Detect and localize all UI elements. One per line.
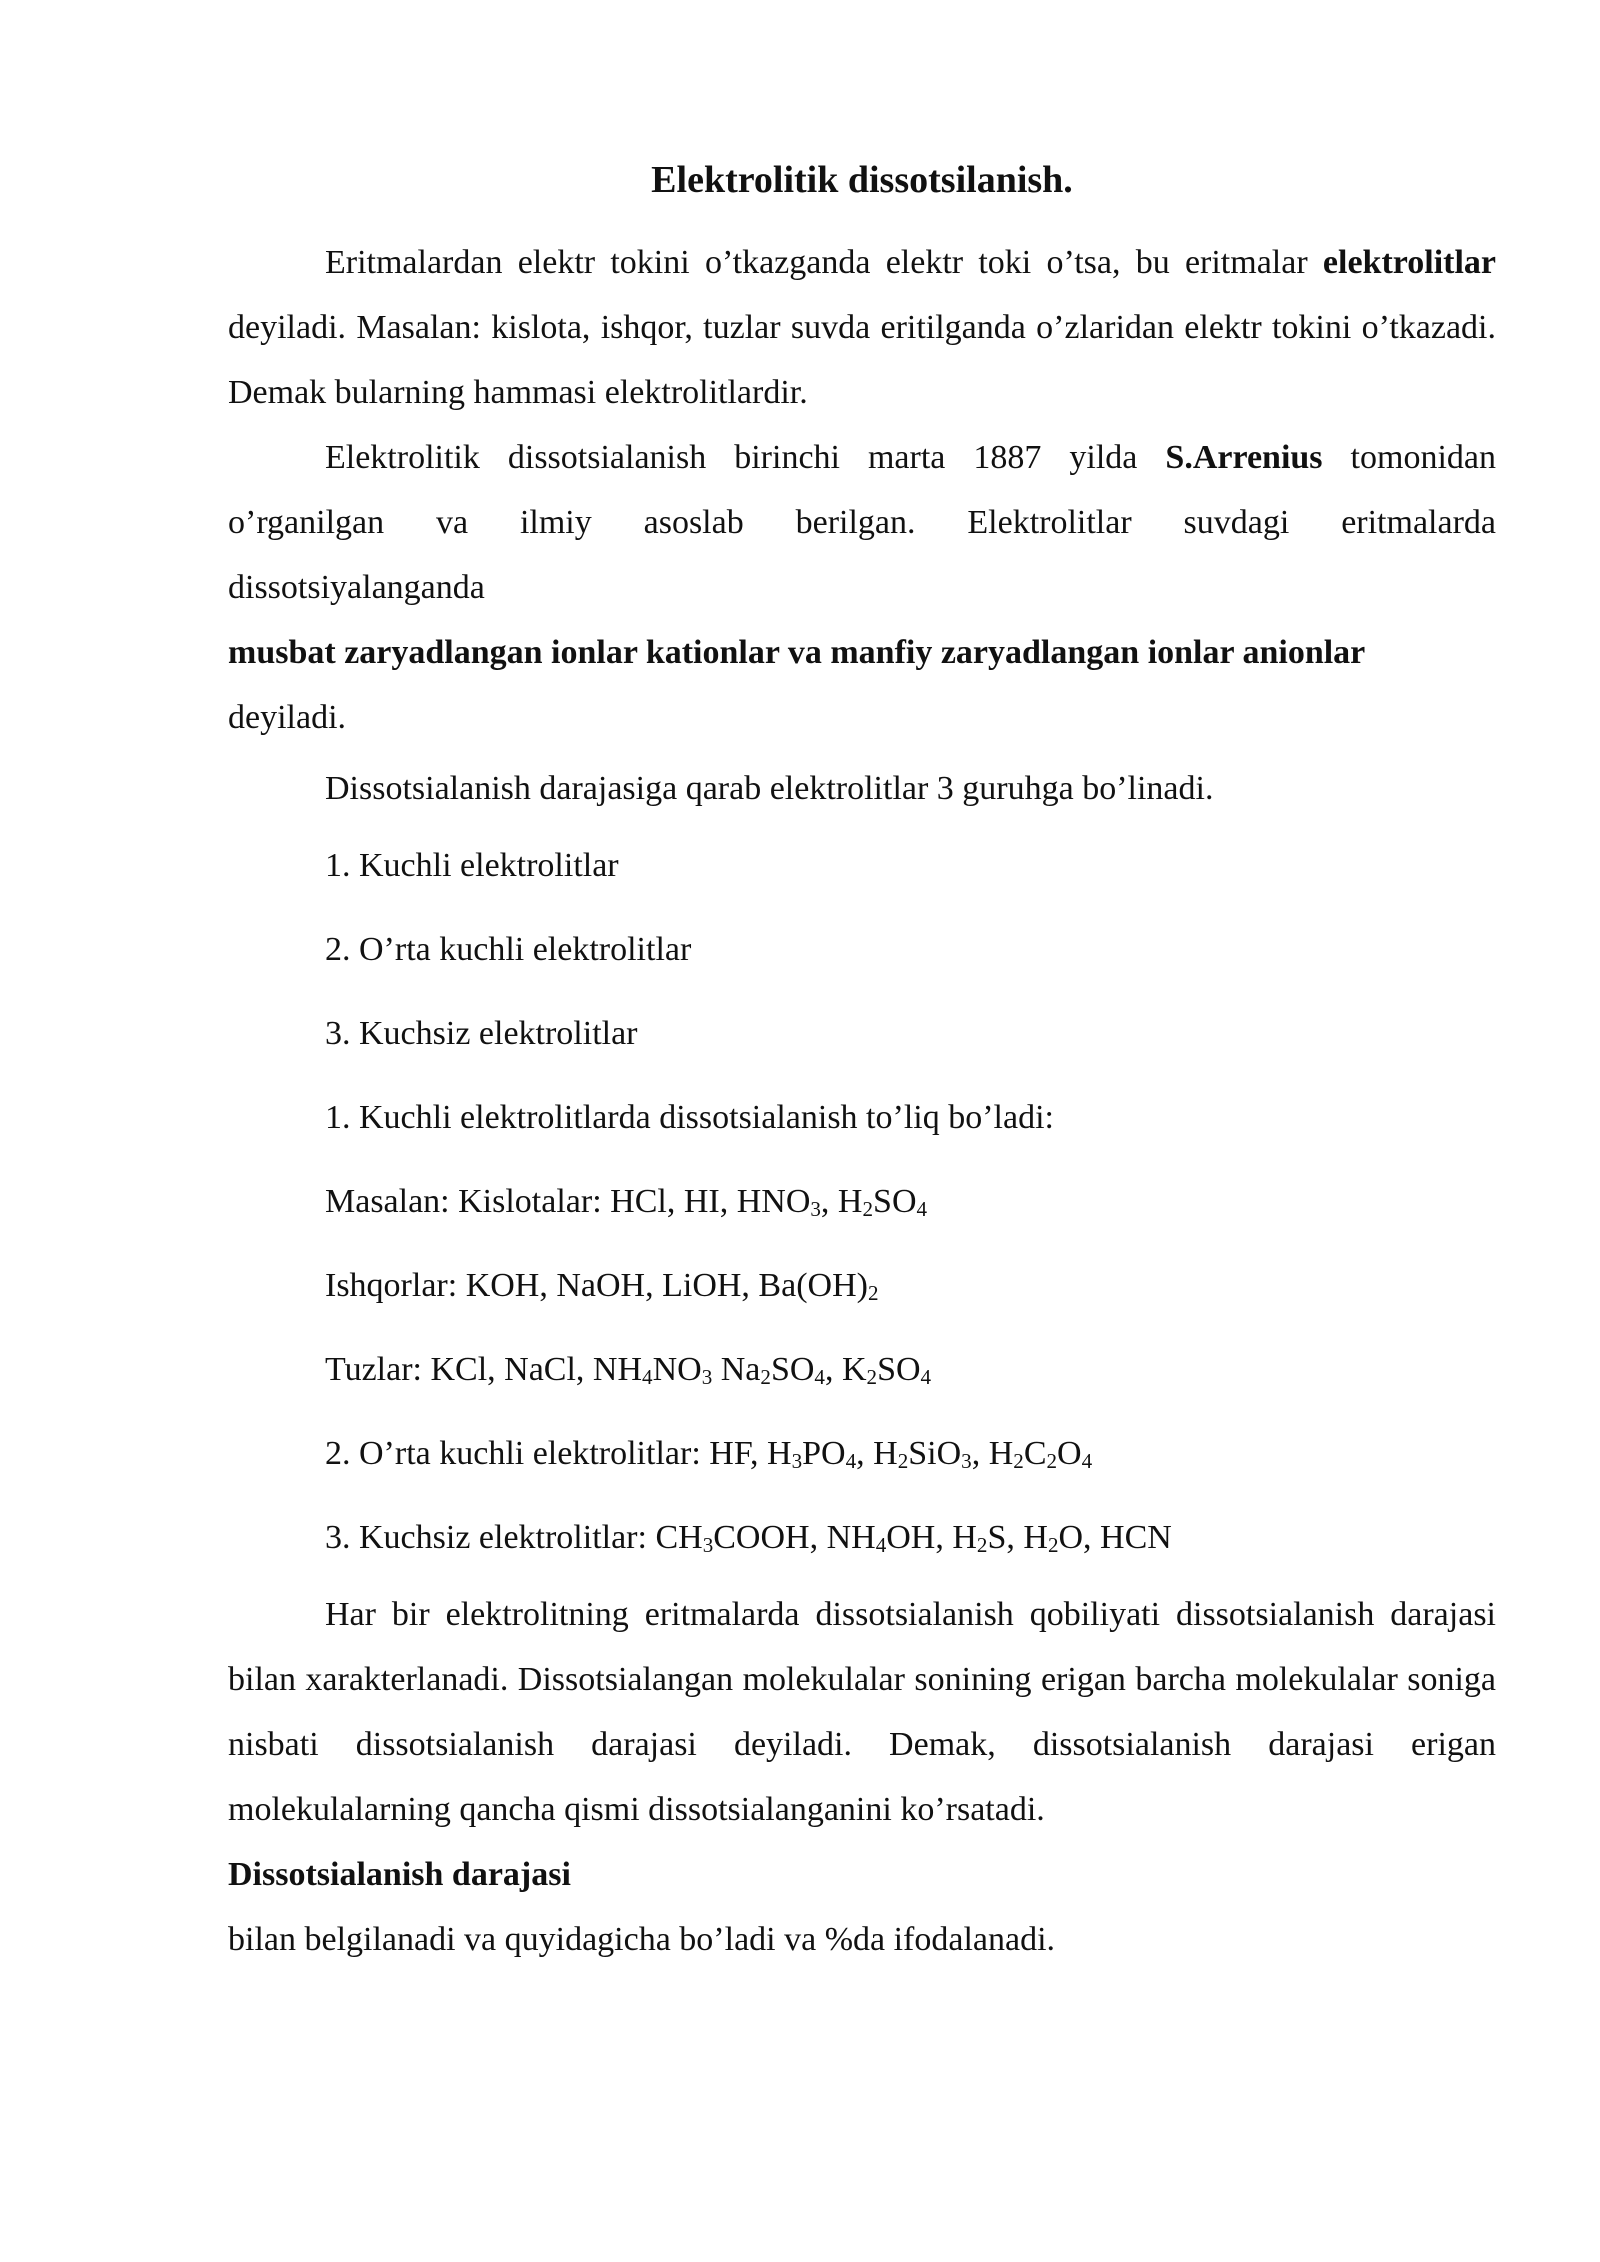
paragraph-line: dissotsiyalanganda (228, 569, 485, 606)
formula: , H (820, 1183, 863, 1220)
subscript: 2 (1046, 1448, 1058, 1473)
formula: SO (770, 1351, 815, 1388)
formula: PO (802, 1435, 846, 1472)
subscript: 3 (810, 1196, 821, 1221)
strong-electrolytes-heading: 1. Kuchli elektrolitlarda dissotsialanish to’liq bo’ladi: (325, 1099, 1054, 1136)
subscript: 3 (702, 1532, 714, 1557)
paragraph-line: bilan belgilanadi va quyidagicha bo’ladi va %da ifodalanadi. (228, 1921, 1056, 1958)
subscript: 4 (814, 1364, 825, 1389)
document-page (228, 150, 1496, 1972)
formula: KOH, NaOH, LiOH, Ba(OH) (465, 1267, 868, 1304)
label: Tuzlar: (325, 1351, 431, 1388)
formula: NO (652, 1351, 702, 1388)
paragraph-dissociation-degree: Har bir elektrolitning eritmalarda dissotsialanish qobiliyati dissotsialanish darajasi bilan xarakterlanadi. Dissotsialangan molekulalar sonining erigan barcha molekulalar soniga nisbati dissotsialanish darajasi deyiladi. Demak, dissotsialanish darajasi erigan molekulalarning qancha qismi dissotsialanganini ko’rsatadi. (228, 1596, 1496, 1828)
salts-line (228, 1328, 1496, 1412)
paragraph-arrhenius (228, 425, 1496, 555)
subscript: 2 (867, 1280, 879, 1305)
label: 3. Kuchsiz elektrolitlar: (325, 1519, 656, 1556)
formula: SO (877, 1351, 921, 1388)
text: deyiladi. Masalan: kislota, ishqor, tuzlar suvda eritilganda o’zlaridan elektr tokini o’tkazadi. Demak bularning hammasi elektrolitlardir. (228, 309, 1496, 411)
formula: COOH, NH (713, 1519, 876, 1556)
subscript: 3 (791, 1448, 803, 1473)
formula: , K (824, 1351, 867, 1388)
subscript: 3 (961, 1448, 972, 1473)
bold-term-elektrolitlar: elektrolitlar (1322, 244, 1496, 281)
subscript: 4 (845, 1448, 857, 1473)
formula: HF, H (709, 1435, 792, 1472)
formula: , H (856, 1435, 898, 1472)
formula: O, HCN (1058, 1519, 1172, 1556)
subscript: 4 (875, 1532, 887, 1557)
subscript: 2 (976, 1532, 988, 1557)
list-item-medium: 2. O’rta kuchli elektrolitlar (325, 931, 692, 968)
formula: C (1023, 1435, 1047, 1472)
formula: Na (712, 1351, 761, 1388)
label: Ishqorlar: (325, 1267, 466, 1304)
formula: OH, H (886, 1519, 977, 1556)
medium-electrolytes-line (228, 1412, 1496, 1496)
subscript: 2 (1013, 1448, 1024, 1473)
text: Eritmalardan elektr tokini o’tkazganda elektr toki o’tsa, bu eritmalar (325, 244, 1323, 281)
subscript: 4 (916, 1196, 928, 1221)
list-item-strong: 1. Kuchli elektrolitlar (325, 847, 619, 884)
formula: , H (971, 1435, 1014, 1472)
formula: KCl, NaCl, NH (430, 1351, 643, 1388)
groups-intro: Dissotsialanish darajasiga qarab elektrolitlar 3 guruhga bo’linadi. (325, 770, 1214, 807)
bold-name-arrenius: S.Arrenius (1165, 439, 1323, 476)
subscript: 4 (642, 1364, 653, 1389)
list-item-weak: 3. Kuchsiz elektrolitlar (325, 1015, 638, 1052)
label: Masalan: Kislotalar: (325, 1183, 611, 1220)
subscript: 2 (1047, 1532, 1059, 1557)
paragraph-electrolytes-definition (228, 230, 1496, 425)
subscript: 4 (1081, 1448, 1093, 1473)
alkalis-line (228, 1244, 1496, 1328)
subscript: 3 (701, 1364, 713, 1389)
formula: SiO (908, 1435, 962, 1472)
text: tomonidan o’rganilgan va ilmiy asoslab berilgan. Elektrolitlar suvdagi eritmalarda (228, 439, 1496, 541)
formula: S, H (987, 1519, 1048, 1556)
subscript: 2 (897, 1448, 909, 1473)
paragraph-line: deyiladi. (228, 699, 347, 736)
label: 2. O’rta kuchli elektrolitlar: (325, 1435, 710, 1472)
text: Elektrolitik dissotsialanish birinchi marta 1887 yilda (325, 439, 1166, 476)
formula: HCl, HI, HNO (610, 1183, 811, 1220)
subscript: 2 (760, 1364, 771, 1389)
document-title: Elektrolitik dissotsilanish. (651, 159, 1073, 201)
bold-term-dissotsialanish-darajasi: Dissotsialanish darajasi (228, 1856, 571, 1893)
formula: O (1057, 1435, 1082, 1472)
weak-electrolytes-line (228, 1496, 1496, 1580)
subscript: 2 (866, 1364, 878, 1389)
subscript: 4 (920, 1364, 932, 1389)
bold-ions-definition: musbat zaryadlangan ionlar kationlar va manfiy zaryadlangan ionlar anionlar (228, 634, 1366, 671)
formula: SO (873, 1183, 917, 1220)
formula: CH (655, 1519, 703, 1556)
subscript: 2 (862, 1196, 874, 1221)
acids-line (228, 1160, 1496, 1244)
